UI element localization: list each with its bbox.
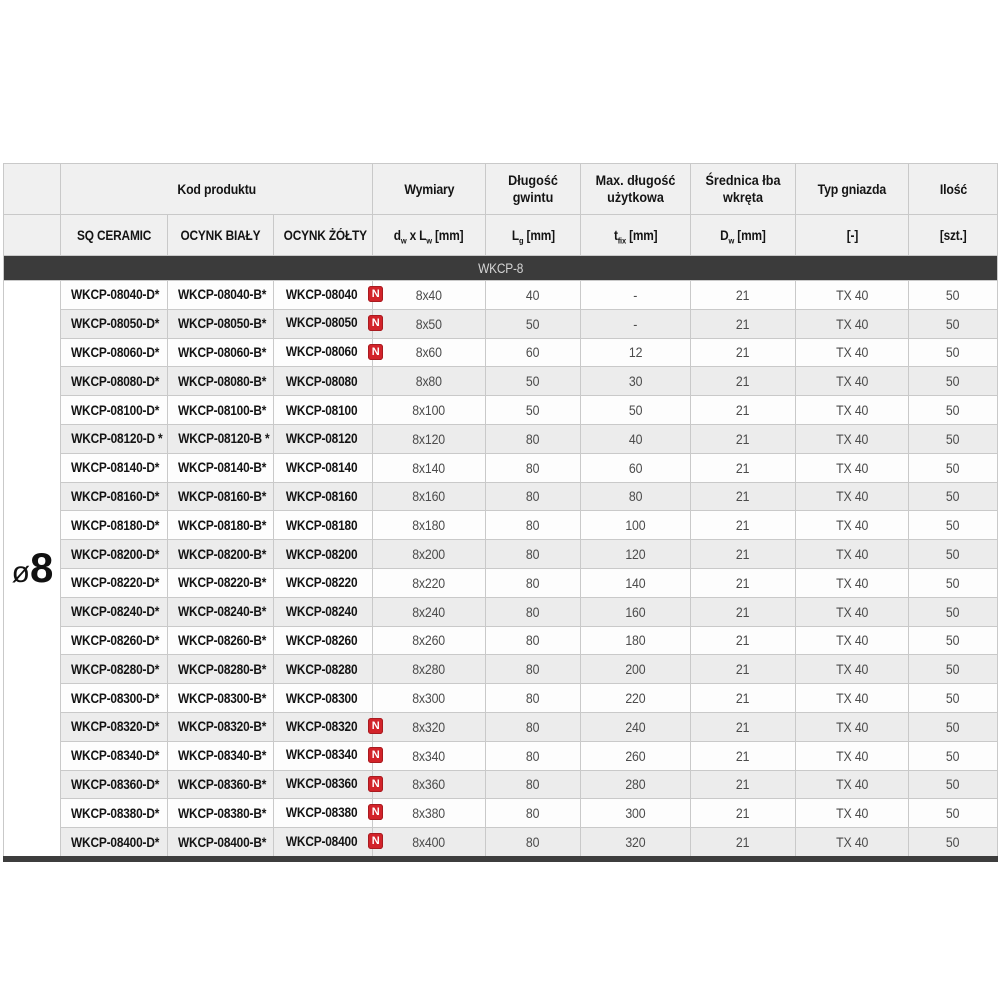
table-row bbox=[4, 367, 998, 396]
cell-typ: TX 40 bbox=[796, 799, 909, 828]
subheader-lg-unit: $L_g$ [mm] bbox=[486, 215, 581, 256]
cell-lg: 80 bbox=[486, 799, 581, 828]
cell-dw: 21 bbox=[691, 828, 796, 859]
cell-lg: 80 bbox=[486, 712, 581, 741]
cell-typ: TX 40 bbox=[796, 396, 909, 425]
cell-sq-ceramic: WKCP-08100-D* bbox=[61, 396, 168, 425]
cell-lg: 50 bbox=[486, 309, 581, 338]
cell-ocynk-bialy: WKCP-08120-B * bbox=[168, 424, 274, 453]
cell-dw: 21 bbox=[691, 511, 796, 540]
cell-ocynk-bialy: WKCP-08380-B* bbox=[168, 799, 274, 828]
cell-typ: TX 40 bbox=[796, 568, 909, 597]
cell-dim: 8x320 bbox=[373, 712, 486, 741]
cell-dim: 8x220 bbox=[373, 568, 486, 597]
cell-dw: 21 bbox=[691, 424, 796, 453]
cell-lg: 50 bbox=[486, 396, 581, 425]
subheader-dim-unit: $d_w$ x $L_w$ [mm] bbox=[373, 215, 486, 256]
table-row bbox=[4, 655, 998, 684]
cell-ilosc: 50 bbox=[909, 799, 998, 828]
cell-tfix: 240 bbox=[581, 712, 691, 741]
cell-typ: TX 40 bbox=[796, 597, 909, 626]
table-row bbox=[4, 568, 998, 597]
cell-ilosc: 50 bbox=[909, 568, 998, 597]
cell-dw: 21 bbox=[691, 626, 796, 655]
cell-ocynk-zolty: WKCP-08040 N bbox=[274, 281, 373, 310]
table-row bbox=[4, 597, 998, 626]
cell-ocynk-zolty: WKCP-08400 N bbox=[274, 828, 373, 859]
cell-dw: 21 bbox=[691, 712, 796, 741]
cell-ocynk-zolty: WKCP-08240 bbox=[274, 597, 373, 626]
cell-sq-ceramic: WKCP-08180-D* bbox=[61, 511, 168, 540]
new-product-badge: N bbox=[368, 344, 383, 360]
cell-lg: 80 bbox=[486, 568, 581, 597]
cell-tfix: 320 bbox=[581, 828, 691, 859]
header-typ-gniazda: Typ gniazda bbox=[796, 164, 909, 215]
cell-dim: 8x50 bbox=[373, 309, 486, 338]
header-kod-produktu: Kod produktu bbox=[61, 164, 373, 215]
diameter-icon: ø bbox=[11, 556, 30, 590]
cell-dw: 21 bbox=[691, 770, 796, 799]
cell-typ: TX 40 bbox=[796, 684, 909, 713]
cell-dw: 21 bbox=[691, 396, 796, 425]
cell-tfix: 30 bbox=[581, 367, 691, 396]
cell-tfix: 160 bbox=[581, 597, 691, 626]
cell-tfix: 60 bbox=[581, 453, 691, 482]
header-dlugosc-gwintu: Długość gwintu bbox=[486, 164, 581, 215]
cell-ilosc: 50 bbox=[909, 367, 998, 396]
cell-typ: TX 40 bbox=[796, 453, 909, 482]
cell-lg: 60 bbox=[486, 338, 581, 367]
subheader-szt-unit: [szt.] bbox=[909, 215, 998, 256]
cell-sq-ceramic: WKCP-08080-D* bbox=[61, 367, 168, 396]
cell-sq-ceramic: WKCP-08260-D* bbox=[61, 626, 168, 655]
cell-tfix: 180 bbox=[581, 626, 691, 655]
cell-tfix: 220 bbox=[581, 684, 691, 713]
cell-ocynk-zolty: WKCP-08320 N bbox=[274, 712, 373, 741]
cell-ocynk-zolty: WKCP-08220 bbox=[274, 568, 373, 597]
cell-ocynk-zolty: WKCP-08180 bbox=[274, 511, 373, 540]
cell-tfix: 260 bbox=[581, 741, 691, 770]
product-spec-table bbox=[3, 163, 998, 862]
header-spacer-cell bbox=[4, 164, 61, 215]
cell-dw: 21 bbox=[691, 482, 796, 511]
cell-ocynk-zolty: WKCP-08280 bbox=[274, 655, 373, 684]
cell-dw: 21 bbox=[691, 655, 796, 684]
cell-typ: TX 40 bbox=[796, 367, 909, 396]
cell-sq-ceramic: WKCP-08140-D* bbox=[61, 453, 168, 482]
cell-typ: TX 40 bbox=[796, 338, 909, 367]
header-srednica-lba-wkreta: Średnica łba wkręta bbox=[691, 164, 796, 215]
cell-ocynk-bialy: WKCP-08260-B* bbox=[168, 626, 274, 655]
cell-ocynk-bialy: WKCP-08400-B* bbox=[168, 828, 274, 859]
cell-sq-ceramic: WKCP-08280-D* bbox=[61, 655, 168, 684]
cell-tfix: 200 bbox=[581, 655, 691, 684]
cell-ocynk-zolty: WKCP-08080 bbox=[274, 367, 373, 396]
table-body bbox=[4, 281, 998, 859]
cell-tfix: - bbox=[581, 309, 691, 338]
cell-lg: 80 bbox=[486, 453, 581, 482]
cell-ilosc: 50 bbox=[909, 655, 998, 684]
cell-ocynk-bialy: WKCP-08280-B* bbox=[168, 655, 274, 684]
cell-tfix: 300 bbox=[581, 799, 691, 828]
cell-dim: 8x240 bbox=[373, 597, 486, 626]
cell-lg: 40 bbox=[486, 281, 581, 310]
cell-sq-ceramic: WKCP-08360-D* bbox=[61, 770, 168, 799]
cell-dw: 21 bbox=[691, 799, 796, 828]
subheader-ocynk-bialy: OCYNK BIAŁY bbox=[168, 215, 274, 256]
cell-sq-ceramic: WKCP-08320-D* bbox=[61, 712, 168, 741]
group-band bbox=[4, 256, 998, 281]
new-product-badge: N bbox=[368, 718, 383, 734]
cell-ilosc: 50 bbox=[909, 396, 998, 425]
cell-dim: 8x120 bbox=[373, 424, 486, 453]
cell-sq-ceramic: WKCP-08040-D* bbox=[61, 281, 168, 310]
cell-ilosc: 50 bbox=[909, 309, 998, 338]
cell-ocynk-bialy: WKCP-08200-B* bbox=[168, 540, 274, 569]
subheader-sq-ceramic: SQ CERAMIC bbox=[61, 215, 168, 256]
table-row bbox=[4, 684, 998, 713]
cell-ilosc: 50 bbox=[909, 684, 998, 713]
cell-ocynk-zolty: WKCP-08050 N bbox=[274, 309, 373, 338]
cell-ilosc: 50 bbox=[909, 540, 998, 569]
cell-sq-ceramic: WKCP-08380-D* bbox=[61, 799, 168, 828]
cell-lg: 80 bbox=[486, 482, 581, 511]
cell-tfix: 40 bbox=[581, 424, 691, 453]
cell-ilosc: 50 bbox=[909, 828, 998, 859]
header-row-groups bbox=[4, 164, 998, 215]
cell-tfix: 80 bbox=[581, 482, 691, 511]
cell-dim: 8x380 bbox=[373, 799, 486, 828]
table-row bbox=[4, 828, 998, 859]
table-row bbox=[4, 309, 998, 338]
cell-lg: 80 bbox=[486, 828, 581, 859]
cell-ilosc: 50 bbox=[909, 424, 998, 453]
cell-dim: 8x280 bbox=[373, 655, 486, 684]
cell-dw: 21 bbox=[691, 309, 796, 338]
cell-typ: TX 40 bbox=[796, 482, 909, 511]
cell-sq-ceramic: WKCP-08240-D* bbox=[61, 597, 168, 626]
cell-ocynk-bialy: WKCP-08080-B* bbox=[168, 367, 274, 396]
cell-sq-ceramic: WKCP-08300-D* bbox=[61, 684, 168, 713]
cell-sq-ceramic: WKCP-08060-D* bbox=[61, 338, 168, 367]
cell-ocynk-zolty: WKCP-08100 bbox=[274, 396, 373, 425]
cell-ilosc: 50 bbox=[909, 597, 998, 626]
new-product-badge: N bbox=[368, 804, 383, 820]
cell-tfix: 50 bbox=[581, 396, 691, 425]
subheader-typ-unit: [-] bbox=[796, 215, 909, 256]
cell-dw: 21 bbox=[691, 597, 796, 626]
cell-ilosc: 50 bbox=[909, 712, 998, 741]
cell-tfix: 120 bbox=[581, 540, 691, 569]
cell-ilosc: 50 bbox=[909, 338, 998, 367]
cell-dim: 8x100 bbox=[373, 396, 486, 425]
cell-typ: TX 40 bbox=[796, 540, 909, 569]
cell-dim: 8x80 bbox=[373, 367, 486, 396]
cell-tfix: 12 bbox=[581, 338, 691, 367]
cell-ilosc: 50 bbox=[909, 626, 998, 655]
cell-ilosc: 50 bbox=[909, 453, 998, 482]
cell-tfix: 100 bbox=[581, 511, 691, 540]
cell-lg: 80 bbox=[486, 655, 581, 684]
cell-sq-ceramic: WKCP-08120-D * bbox=[61, 424, 168, 453]
cell-ocynk-bialy: WKCP-08100-B* bbox=[168, 396, 274, 425]
cell-lg: 50 bbox=[486, 367, 581, 396]
cell-ilosc: 50 bbox=[909, 741, 998, 770]
subheader-dw-unit: $D_w$ [mm] bbox=[691, 215, 796, 256]
cell-typ: TX 40 bbox=[796, 281, 909, 310]
cell-lg: 80 bbox=[486, 511, 581, 540]
cell-tfix: 280 bbox=[581, 770, 691, 799]
cell-typ: TX 40 bbox=[796, 309, 909, 338]
table-row bbox=[4, 511, 998, 540]
cell-dim: 8x260 bbox=[373, 626, 486, 655]
cell-sq-ceramic: WKCP-08200-D* bbox=[61, 540, 168, 569]
cell-dim: 8x400 bbox=[373, 828, 486, 859]
table-row bbox=[4, 482, 998, 511]
cell-dim: 8x360 bbox=[373, 770, 486, 799]
cell-typ: TX 40 bbox=[796, 741, 909, 770]
cell-dw: 21 bbox=[691, 281, 796, 310]
cell-ocynk-bialy: WKCP-08050-B* bbox=[168, 309, 274, 338]
cell-ocynk-bialy: WKCP-08360-B* bbox=[168, 770, 274, 799]
cell-dim: 8x160 bbox=[373, 482, 486, 511]
cell-ocynk-zolty: WKCP-08300 bbox=[274, 684, 373, 713]
diameter-label: ø8 bbox=[4, 281, 61, 859]
cell-dw: 21 bbox=[691, 540, 796, 569]
cell-ocynk-bialy: WKCP-08160-B* bbox=[168, 482, 274, 511]
cell-typ: TX 40 bbox=[796, 770, 909, 799]
cell-ocynk-zolty: WKCP-08340 N bbox=[274, 741, 373, 770]
subheader-spacer-cell bbox=[4, 215, 61, 256]
table-row bbox=[4, 741, 998, 770]
cell-ocynk-bialy: WKCP-08040-B* bbox=[168, 281, 274, 310]
cell-ocynk-zolty: WKCP-08200 bbox=[274, 540, 373, 569]
cell-typ: TX 40 bbox=[796, 626, 909, 655]
cell-ocynk-bialy: WKCP-08240-B* bbox=[168, 597, 274, 626]
cell-ilosc: 50 bbox=[909, 482, 998, 511]
cell-lg: 80 bbox=[486, 424, 581, 453]
cell-sq-ceramic: WKCP-08160-D* bbox=[61, 482, 168, 511]
cell-ocynk-zolty: WKCP-08380 N bbox=[274, 799, 373, 828]
cell-dim: 8x180 bbox=[373, 511, 486, 540]
cell-ocynk-bialy: WKCP-08180-B* bbox=[168, 511, 274, 540]
cell-ilosc: 50 bbox=[909, 770, 998, 799]
cell-lg: 80 bbox=[486, 626, 581, 655]
cell-dw: 21 bbox=[691, 453, 796, 482]
new-product-badge: N bbox=[368, 747, 383, 763]
table-row bbox=[4, 281, 998, 310]
cell-sq-ceramic: WKCP-08400-D* bbox=[61, 828, 168, 859]
cell-dw: 21 bbox=[691, 568, 796, 597]
table-row bbox=[4, 424, 998, 453]
cell-typ: TX 40 bbox=[796, 655, 909, 684]
cell-typ: TX 40 bbox=[796, 511, 909, 540]
cell-ilosc: 50 bbox=[909, 281, 998, 310]
table-row bbox=[4, 799, 998, 828]
new-product-badge: N bbox=[368, 315, 383, 331]
header-max-dlugosc-uzytkowa: Max. długość użytkowa bbox=[581, 164, 691, 215]
cell-ocynk-bialy: WKCP-08300-B* bbox=[168, 684, 274, 713]
cell-lg: 80 bbox=[486, 540, 581, 569]
cell-ocynk-zolty: WKCP-08120 bbox=[274, 424, 373, 453]
header-wymiary: Wymiary bbox=[373, 164, 486, 215]
new-product-badge: N bbox=[368, 833, 383, 849]
new-product-badge: N bbox=[368, 286, 383, 302]
table-row bbox=[4, 712, 998, 741]
group-band-title: WKCP-8 bbox=[4, 256, 998, 281]
table-row bbox=[4, 770, 998, 799]
subheader-tfix-unit: $t_{fix}$ [mm] bbox=[581, 215, 691, 256]
cell-dim: 8x300 bbox=[373, 684, 486, 713]
cell-dim: 8x340 bbox=[373, 741, 486, 770]
cell-dim: 8x60 bbox=[373, 338, 486, 367]
cell-ocynk-zolty: WKCP-08360 N bbox=[274, 770, 373, 799]
cell-dim: 8x200 bbox=[373, 540, 486, 569]
table-row bbox=[4, 540, 998, 569]
cell-sq-ceramic: WKCP-08220-D* bbox=[61, 568, 168, 597]
table-row bbox=[4, 626, 998, 655]
cell-typ: TX 40 bbox=[796, 424, 909, 453]
cell-ocynk-bialy: WKCP-08340-B* bbox=[168, 741, 274, 770]
cell-typ: TX 40 bbox=[796, 828, 909, 859]
cell-tfix: - bbox=[581, 281, 691, 310]
cell-sq-ceramic: WKCP-08340-D* bbox=[61, 741, 168, 770]
cell-ocynk-bialy: WKCP-08060-B* bbox=[168, 338, 274, 367]
subheader-ocynk-zolty: OCYNK ŻÓŁTY bbox=[274, 215, 373, 256]
cell-typ: TX 40 bbox=[796, 712, 909, 741]
table-header bbox=[4, 164, 998, 281]
cell-lg: 80 bbox=[486, 741, 581, 770]
cell-dim: 8x40 bbox=[373, 281, 486, 310]
cell-dw: 21 bbox=[691, 338, 796, 367]
cell-dim: 8x140 bbox=[373, 453, 486, 482]
cell-ocynk-bialy: WKCP-08220-B* bbox=[168, 568, 274, 597]
table-row bbox=[4, 453, 998, 482]
cell-dw: 21 bbox=[691, 367, 796, 396]
new-product-badge: N bbox=[368, 776, 383, 792]
cell-ocynk-zolty: WKCP-08140 bbox=[274, 453, 373, 482]
cell-ocynk-bialy: WKCP-08320-B* bbox=[168, 712, 274, 741]
header-row-units bbox=[4, 215, 998, 256]
cell-tfix: 140 bbox=[581, 568, 691, 597]
table-row bbox=[4, 338, 998, 367]
header-ilosc: Ilość bbox=[909, 164, 998, 215]
table-row bbox=[4, 396, 998, 425]
cell-ilosc: 50 bbox=[909, 511, 998, 540]
cell-ocynk-zolty: WKCP-08060 N bbox=[274, 338, 373, 367]
cell-ocynk-zolty: WKCP-08160 bbox=[274, 482, 373, 511]
cell-dw: 21 bbox=[691, 684, 796, 713]
cell-sq-ceramic: WKCP-08050-D* bbox=[61, 309, 168, 338]
cell-ocynk-bialy: WKCP-08140-B* bbox=[168, 453, 274, 482]
cell-lg: 80 bbox=[486, 770, 581, 799]
cell-lg: 80 bbox=[486, 684, 581, 713]
cell-dw: 21 bbox=[691, 741, 796, 770]
cell-ocynk-zolty: WKCP-08260 bbox=[274, 626, 373, 655]
cell-lg: 80 bbox=[486, 597, 581, 626]
